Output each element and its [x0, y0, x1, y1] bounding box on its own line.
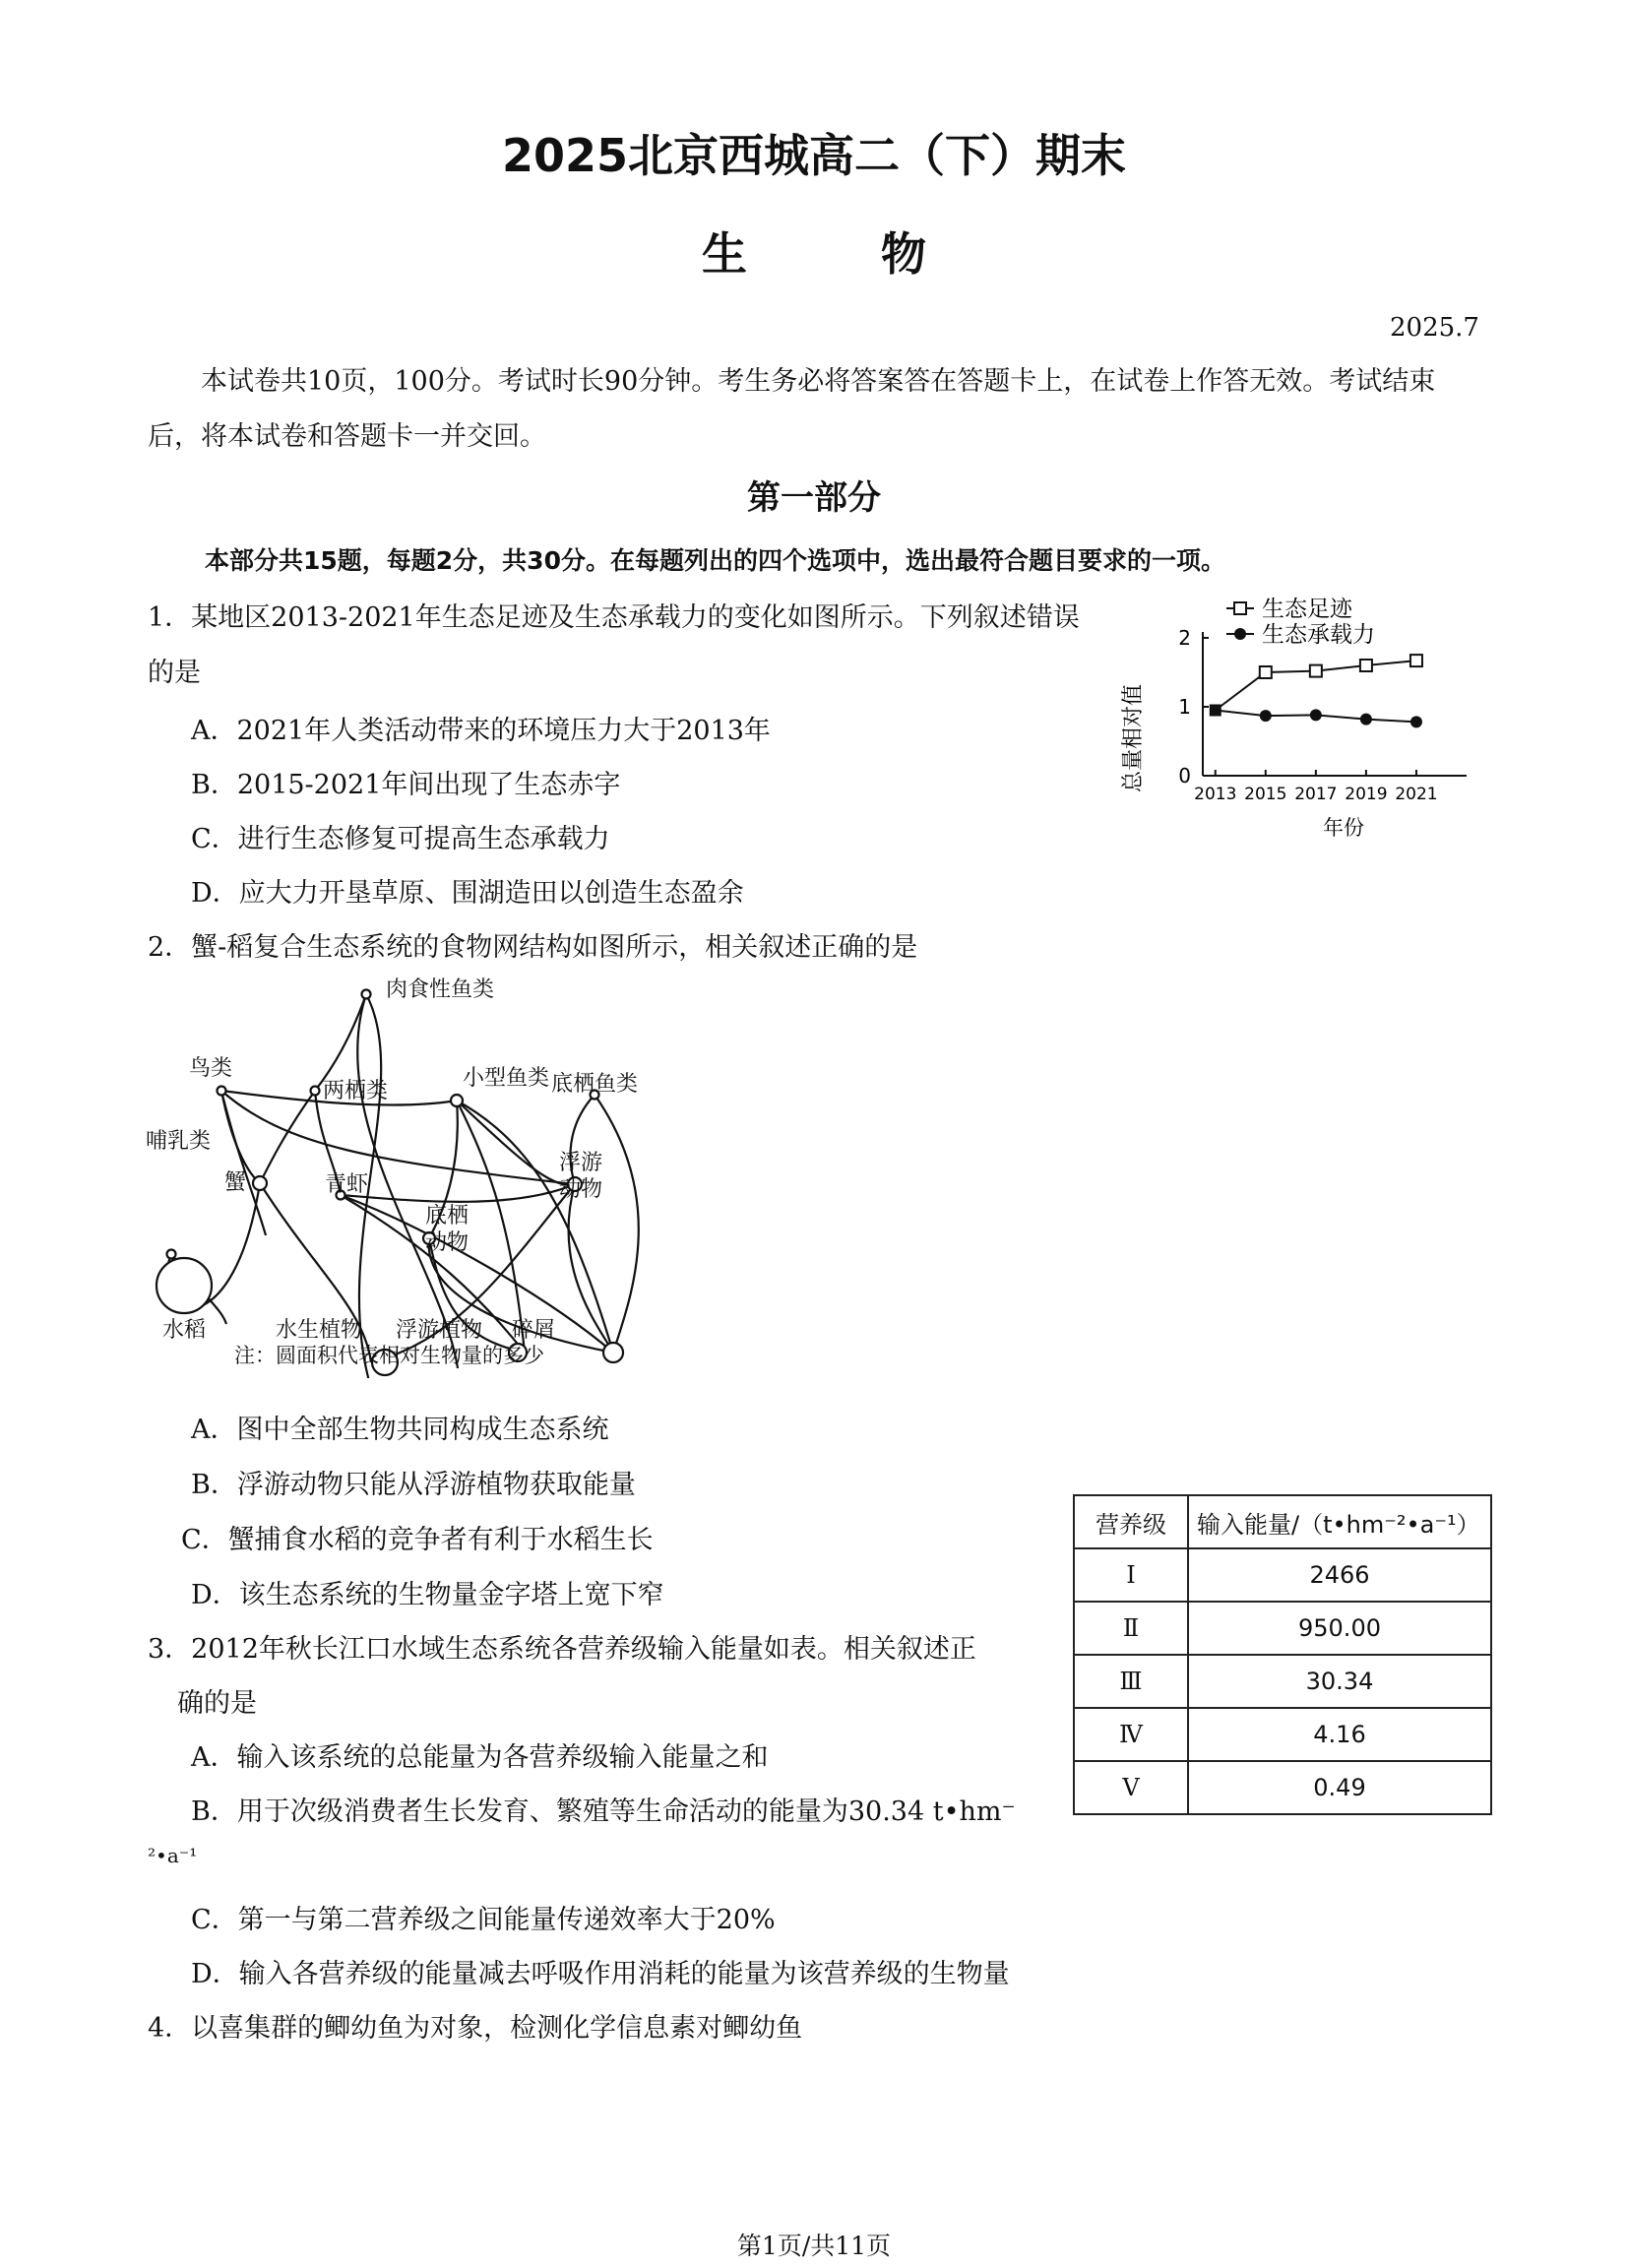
subject-title: 生 物 — [701, 227, 985, 281]
q3-option-a: A．输入该系统的总能量为各营养级输入能量之和 — [191, 1742, 769, 1773]
data-point-footprint — [1410, 655, 1422, 666]
node-crab — [253, 1176, 267, 1190]
q4-stem: 4．以喜集群的鲫幼鱼为对象，检测化学信息素对鲫幼鱼 — [148, 2013, 803, 2044]
q3-option-c: C．第一与第二营养级之间能量传递效率大于20% — [191, 1905, 776, 1935]
table-row: Ⅲ 30.34 — [1074, 1655, 1491, 1708]
node-birds — [218, 1087, 226, 1096]
q2-option-d: D．该生态系统的生物量金字塔上宽下窄 — [191, 1580, 664, 1610]
label-aquatic-plants: 水生植物 — [276, 1318, 363, 1343]
chart-x-label: 年份 — [1323, 816, 1364, 840]
label-detritus: 碎屑 — [512, 1318, 556, 1343]
table-row: Ⅴ 0.49 — [1074, 1761, 1491, 1814]
food-web-labels — [146, 977, 638, 1367]
x-tick-label: 2013 — [1194, 785, 1237, 804]
legend-label-capacity: 生态承载力 — [1262, 622, 1375, 648]
label-phytoplankton: 浮游植物 — [396, 1318, 483, 1343]
node-carnivorous-fish — [362, 990, 371, 999]
label-zooplankton-1: 浮游 — [559, 1151, 603, 1175]
label-benthic-fish: 底栖鱼类 — [551, 1072, 639, 1097]
q3-option-d: D．输入各营养级的能量减去呼吸作用消耗的能量为该营养级的生物量 — [191, 1959, 1010, 1989]
q1-option-b: B．2015-2021年间出现了生态赤字 — [191, 770, 621, 800]
label-benthic-1: 底栖 — [425, 1204, 470, 1228]
data-point-capacity — [1360, 714, 1372, 725]
node-amphibians — [311, 1087, 320, 1096]
chart-legend — [1226, 597, 1375, 648]
q1-option-d: D．应大力开垦草原、围湖造田以创造生态盈余 — [191, 878, 744, 909]
part1-title: 第一部分 — [747, 478, 881, 518]
legend-marker-capacity — [1234, 628, 1246, 640]
q1-option-a: A．2021年人类活动带来的环境压力大于2013年 — [191, 716, 771, 746]
table-row: Ⅱ 950.00 — [1074, 1602, 1491, 1655]
data-point-capacity — [1260, 710, 1272, 722]
data-point-footprint — [1310, 665, 1322, 677]
x-tick-label: 2021 — [1395, 785, 1438, 804]
page-footer: 第1页/共11页 — [736, 2232, 892, 2260]
chart-series — [1210, 655, 1422, 727]
x-tick-label: 2019 — [1345, 785, 1388, 804]
node-small-fish — [451, 1095, 463, 1106]
table-row: Ⅳ 4.16 — [1074, 1708, 1491, 1761]
q2-option-a: A．图中全部生物共同构成生态系统 — [191, 1415, 609, 1445]
label-zooplankton-2: 动物 — [559, 1177, 603, 1202]
label-carnivorous-fish: 肉食性鱼类 — [386, 977, 495, 1002]
q3-stem-line2: 确的是 — [177, 1688, 257, 1719]
node-rice — [157, 1258, 212, 1313]
table-header-row — [1074, 1495, 1491, 1548]
label-birds: 鸟类 — [189, 1056, 233, 1081]
q2-option-b: B．浮游动物只能从浮游植物获取能量 — [191, 1470, 636, 1500]
y-tick-label: 0 — [1178, 764, 1191, 788]
data-point-capacity — [1310, 709, 1322, 721]
q3-option-b-line1: B．用于次级消费者生长发育、繁殖等生命活动的能量为30.34 t•hm⁻ — [191, 1796, 1016, 1827]
label-crab: 蟹 — [224, 1170, 247, 1195]
y-tick-label: 2 — [1178, 626, 1191, 650]
exam-title: 2025北京西城高二（下）期末 — [501, 129, 1127, 182]
x-tick-label: 2015 — [1244, 785, 1287, 804]
exam-date: 2025.7 — [1390, 313, 1479, 343]
q2-stem: 2．蟹-稻复合生态系统的食物网结构如图所示，相关叙述正确的是 — [148, 932, 918, 963]
label-rice: 水稻 — [162, 1318, 207, 1343]
label-amphibians: 两栖类 — [323, 1079, 389, 1103]
node-detritus — [603, 1343, 623, 1362]
y-tick-label: 1 — [1178, 695, 1191, 719]
diagram-note: 注：圆面积代表相对生物量的多少 — [234, 1344, 544, 1367]
label-small-fish: 小型鱼类 — [463, 1066, 550, 1091]
table-row: Ⅰ 2466 — [1074, 1548, 1491, 1602]
food-web-diagram — [138, 975, 689, 1378]
label-benthic-2: 动物 — [425, 1230, 470, 1255]
label-shrimp: 青虾 — [325, 1172, 369, 1197]
table-header-level: 营养级 — [1074, 1495, 1188, 1548]
data-point-footprint — [1260, 666, 1272, 678]
exam-intro: 本试卷共10页，100分。考试时长90分钟。考生务必将答案答在答题卡上，在试卷上作答无效。考试结束后，将本试卷和答题卡一并交回。 — [148, 366, 1436, 452]
energy-table — [1073, 1494, 1492, 1815]
x-tick-label: 2017 — [1294, 785, 1338, 804]
chart-y-label: 总量相对值 — [1121, 683, 1146, 793]
q2-option-c: C．蟹捕食水稻的竞争者有利于水稻生长 — [181, 1525, 654, 1555]
q1-stem: 1．某地区2013-2021年生态足迹及生态承载力的变化如图所示。下列叙述错误的是 — [148, 602, 1080, 688]
data-point-footprint — [1360, 660, 1372, 671]
data-point-capacity — [1410, 716, 1422, 727]
legend-label-footprint: 生态足迹 — [1262, 597, 1352, 622]
label-mammals: 哺乳类 — [146, 1129, 212, 1154]
table-header-energy: 输入能量/（t•hm⁻²•a⁻¹） — [1188, 1495, 1491, 1548]
q3-stem-line1: 3．2012年秋长江口水域生态系统各营养级输入能量如表。相关叙述正 — [148, 1634, 976, 1665]
q3-option-b-line2: ²•a⁻¹ — [148, 1844, 198, 1867]
q1-line-chart — [1112, 591, 1486, 847]
q1-option-c: C．进行生态修复可提高生态承载力 — [191, 824, 610, 854]
node-mammals — [167, 1250, 176, 1259]
part1-instructions: 本部分共15题，每题2分，共30分。在每题列出的四个选项中，选出最符合题目要求的一项。 — [205, 546, 1225, 575]
